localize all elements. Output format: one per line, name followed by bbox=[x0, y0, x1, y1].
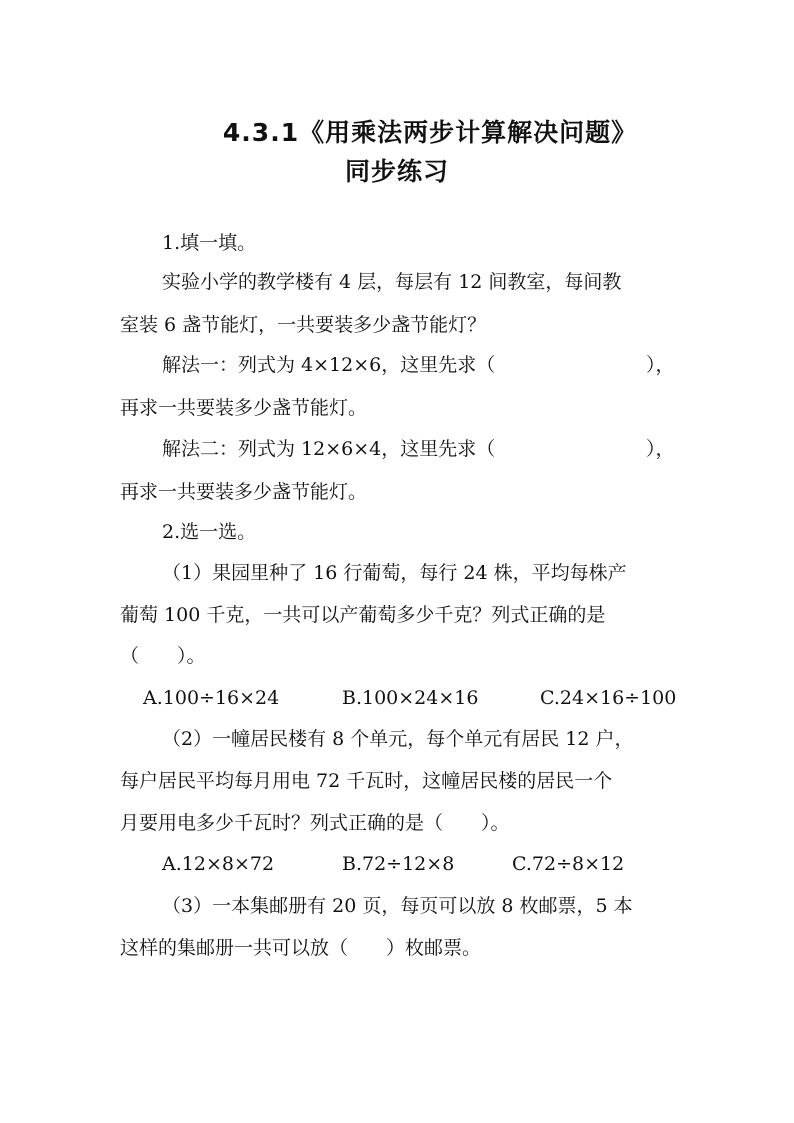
q1-option-b: B.100×24×16 bbox=[342, 687, 479, 709]
section1-method1-line1: 解法一：列式为 4×12×6，这里先求（ bbox=[162, 354, 496, 376]
q2-line2: 每户居民平均每月用电 72 千瓦时，这幢居民楼的居民一个 bbox=[120, 770, 613, 792]
q2-option-c: C.72÷8×12 bbox=[512, 853, 625, 875]
section1-method2-line1: 解法二：列式为 12×6×4，这里先求（ bbox=[162, 438, 496, 460]
q2-option-a: A.12×8×72 bbox=[162, 853, 275, 875]
section1-method2-line2: 再求一共要装多少盏节能灯。 bbox=[120, 481, 368, 503]
page-title-line1: 4.3.1《用乘法两步计算解决问题》 bbox=[222, 118, 638, 147]
q2-line3: 月要用电多少千瓦时？列式正确的是（ ）。 bbox=[120, 812, 510, 834]
section1-method1-close: ）， bbox=[646, 354, 675, 376]
section1-problem-line1: 实验小学的教学楼有 4 层，每层有 12 间教室，每间教 bbox=[162, 271, 622, 293]
q2-option-b: B.72÷12×8 bbox=[342, 853, 455, 875]
q1-line3: （ ）。 bbox=[120, 645, 206, 667]
section2-heading: 2.选一选。 bbox=[162, 521, 257, 543]
page-title-line2: 同步练习 bbox=[344, 157, 449, 186]
q1-line2: 葡萄 100 千克，一共可以产葡萄多少千克？列式正确的是 bbox=[120, 604, 606, 626]
section1-heading: 1.填一填。 bbox=[162, 232, 257, 254]
q3-line2: 这样的集邮册一共可以放（ ）枚邮票。 bbox=[120, 937, 482, 959]
q1-option-c: C.24×16÷100 bbox=[540, 687, 677, 709]
q2-line1: （2）一幢居民楼有 8 个单元，每个单元有居民 12 户， bbox=[162, 728, 634, 750]
section1-problem-line2: 室装 6 盏节能灯，一共要装多少盏节能灯？ bbox=[120, 314, 487, 336]
section1-method1-line2: 再求一共要装多少盏节能灯。 bbox=[120, 397, 368, 419]
q3-line1: （3）一本集邮册有 20 页，每页可以放 8 枚邮票，5 本 bbox=[162, 895, 633, 917]
section1-method2-close: ）， bbox=[646, 438, 675, 460]
q1-option-a: A.100÷16×24 bbox=[143, 687, 280, 709]
q1-line1: （1）果园里种了 16 行葡萄，每行 24 株，平均每株产 bbox=[162, 562, 627, 584]
